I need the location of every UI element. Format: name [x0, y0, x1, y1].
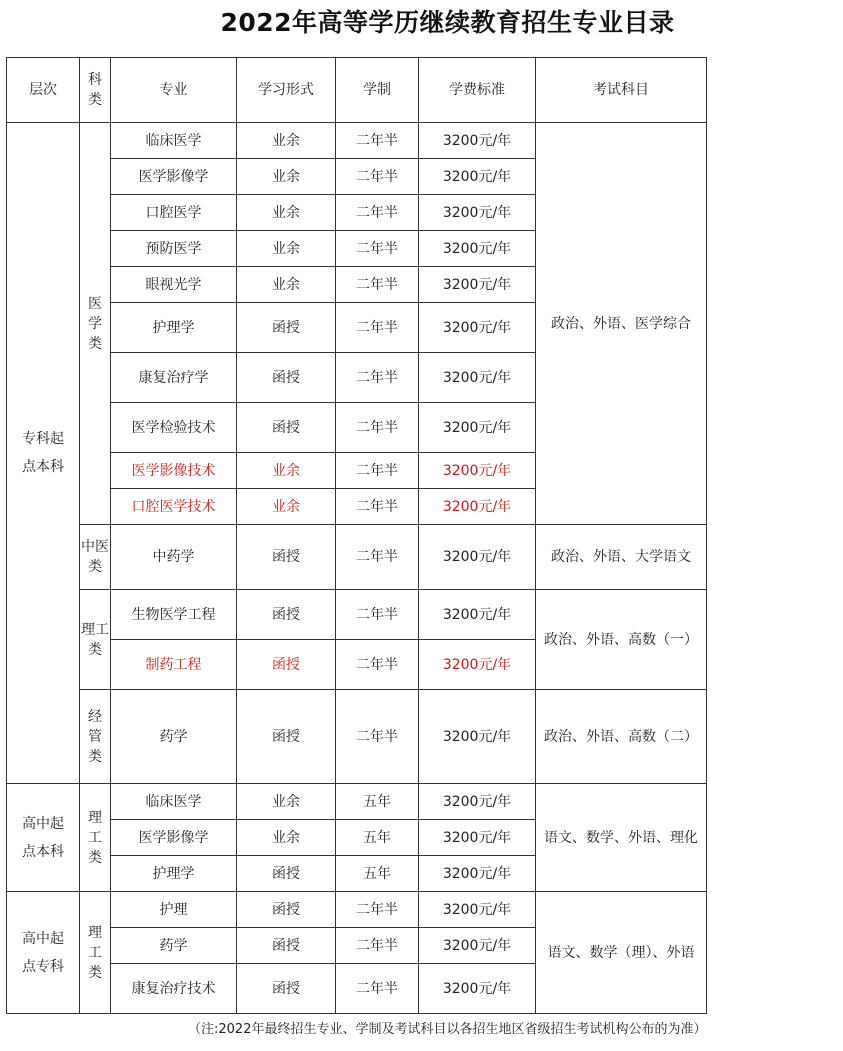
major-cell: 药学 [111, 928, 237, 964]
mode-cell: 业余 [237, 784, 336, 820]
fee-cell: 3200元/年 [419, 820, 536, 856]
table-row [7, 590, 707, 640]
exam-cell-tcm: 政治、外语、大学语文 [536, 525, 707, 590]
footnote: （注:2022年最终招生专业、学制及考试科目以各招生地区省级招生考试机构公布的为准） [188, 1022, 707, 1037]
fee-cell: 3200元/年 [419, 928, 536, 964]
table-row [7, 525, 707, 590]
mode-cell: 函授 [237, 590, 336, 640]
exam-cell-econ: 政治、外语、高数（二） [536, 690, 707, 784]
mode-cell: 函授 [237, 353, 336, 403]
level-cell-zbk: 专科起点本科 [7, 123, 80, 784]
table-header-row [7, 58, 707, 123]
major-cell: 医学影像技术 [111, 453, 237, 489]
duration-cell: 二年半 [336, 267, 419, 303]
fee-cell: 3200元/年 [419, 231, 536, 267]
table-row [7, 690, 707, 784]
duration-cell: 二年半 [336, 928, 419, 964]
exam-cell-med: 政治、外语、医学综合 [536, 123, 707, 525]
duration-cell: 五年 [336, 784, 419, 820]
category-cell-med: 医学类 [80, 123, 111, 525]
mode-cell: 业余 [237, 195, 336, 231]
category-cell-econ: 经管类 [80, 690, 111, 784]
duration-cell: 二年半 [336, 403, 419, 453]
fee-cell: 3200元/年 [419, 590, 536, 640]
table-row [7, 784, 707, 820]
level-cell-gqz: 高中起点专科 [7, 892, 80, 1014]
header-major: 专业 [111, 58, 237, 123]
fee-cell: 3200元/年 [419, 784, 536, 820]
major-cell: 中药学 [111, 525, 237, 590]
major-cell: 护理 [111, 892, 237, 928]
duration-cell: 二年半 [336, 353, 419, 403]
exam-cell-eng: 政治、外语、高数（一） [536, 590, 707, 690]
duration-cell: 五年 [336, 820, 419, 856]
duration-cell: 二年半 [336, 892, 419, 928]
major-cell: 康复治疗技术 [111, 964, 237, 1014]
fee-cell: 3200元/年 [419, 489, 536, 525]
major-cell: 生物医学工程 [111, 590, 237, 640]
duration-cell: 二年半 [336, 231, 419, 267]
header-fee: 学费标准 [419, 58, 536, 123]
fee-cell: 3200元/年 [419, 964, 536, 1014]
fee-cell: 3200元/年 [419, 856, 536, 892]
fee-cell: 3200元/年 [419, 403, 536, 453]
mode-cell: 业余 [237, 231, 336, 267]
mode-cell: 业余 [237, 267, 336, 303]
major-cell: 制药工程 [111, 640, 237, 690]
mode-cell: 业余 [237, 159, 336, 195]
enrollment-table [6, 57, 707, 1014]
fee-cell: 3200元/年 [419, 690, 536, 784]
major-cell: 临床医学 [111, 784, 237, 820]
major-cell: 医学影像学 [111, 159, 237, 195]
exam-cell-hs-jc: 语文、数学（理）、外语 [536, 892, 707, 1014]
duration-cell: 二年半 [336, 123, 419, 159]
major-cell: 口腔医学技术 [111, 489, 237, 525]
mode-cell: 函授 [237, 928, 336, 964]
mode-cell: 业余 [237, 453, 336, 489]
page-title: 2022年高等学历继续教育招生专业目录 [220, 8, 675, 37]
fee-cell: 3200元/年 [419, 892, 536, 928]
major-cell: 眼视光学 [111, 267, 237, 303]
major-cell: 护理学 [111, 856, 237, 892]
fee-cell: 3200元/年 [419, 353, 536, 403]
mode-cell: 业余 [237, 123, 336, 159]
mode-cell: 函授 [237, 964, 336, 1014]
mode-cell: 业余 [237, 820, 336, 856]
major-cell: 护理学 [111, 303, 237, 353]
major-cell: 药学 [111, 690, 237, 784]
major-cell: 临床医学 [111, 123, 237, 159]
duration-cell: 二年半 [336, 964, 419, 1014]
exam-cell-hs-ug: 语文、数学、外语、理化 [536, 784, 707, 892]
fee-cell: 3200元/年 [419, 303, 536, 353]
header-category: 科类 [80, 58, 111, 123]
category-cell-gqb: 理工类 [80, 784, 111, 892]
fee-cell: 3200元/年 [419, 453, 536, 489]
fee-cell: 3200元/年 [419, 525, 536, 590]
category-cell-tcm: 中医类 [80, 525, 111, 590]
duration-cell: 二年半 [336, 525, 419, 590]
duration-cell: 二年半 [336, 640, 419, 690]
mode-cell: 函授 [237, 640, 336, 690]
mode-cell: 函授 [237, 892, 336, 928]
duration-cell: 二年半 [336, 195, 419, 231]
duration-cell: 二年半 [336, 489, 419, 525]
duration-cell: 五年 [336, 856, 419, 892]
mode-cell: 函授 [237, 303, 336, 353]
mode-cell: 函授 [237, 403, 336, 453]
category-cell-eng: 理工类 [80, 590, 111, 690]
mode-cell: 业余 [237, 489, 336, 525]
fee-cell: 3200元/年 [419, 267, 536, 303]
mode-cell: 函授 [237, 690, 336, 784]
level-cell-gqb: 高中起点本科 [7, 784, 80, 892]
category-cell-gqz: 理工类 [80, 892, 111, 1014]
fee-cell: 3200元/年 [419, 195, 536, 231]
header-exam: 考试科目 [536, 58, 707, 123]
fee-cell: 3200元/年 [419, 159, 536, 195]
fee-cell: 3200元/年 [419, 123, 536, 159]
fee-cell: 3200元/年 [419, 640, 536, 690]
major-cell: 康复治疗学 [111, 353, 237, 403]
header-duration: 学制 [336, 58, 419, 123]
major-cell: 医学影像学 [111, 820, 237, 856]
duration-cell: 二年半 [336, 303, 419, 353]
table-row [7, 123, 707, 159]
header-level: 层次 [7, 58, 80, 123]
mode-cell: 函授 [237, 525, 336, 590]
duration-cell: 二年半 [336, 690, 419, 784]
major-cell: 医学检验技术 [111, 403, 237, 453]
major-cell: 口腔医学 [111, 195, 237, 231]
table-row [7, 892, 707, 928]
header-mode: 学习形式 [237, 58, 336, 123]
mode-cell: 函授 [237, 856, 336, 892]
duration-cell: 二年半 [336, 159, 419, 195]
duration-cell: 二年半 [336, 453, 419, 489]
duration-cell: 二年半 [336, 590, 419, 640]
major-cell: 预防医学 [111, 231, 237, 267]
